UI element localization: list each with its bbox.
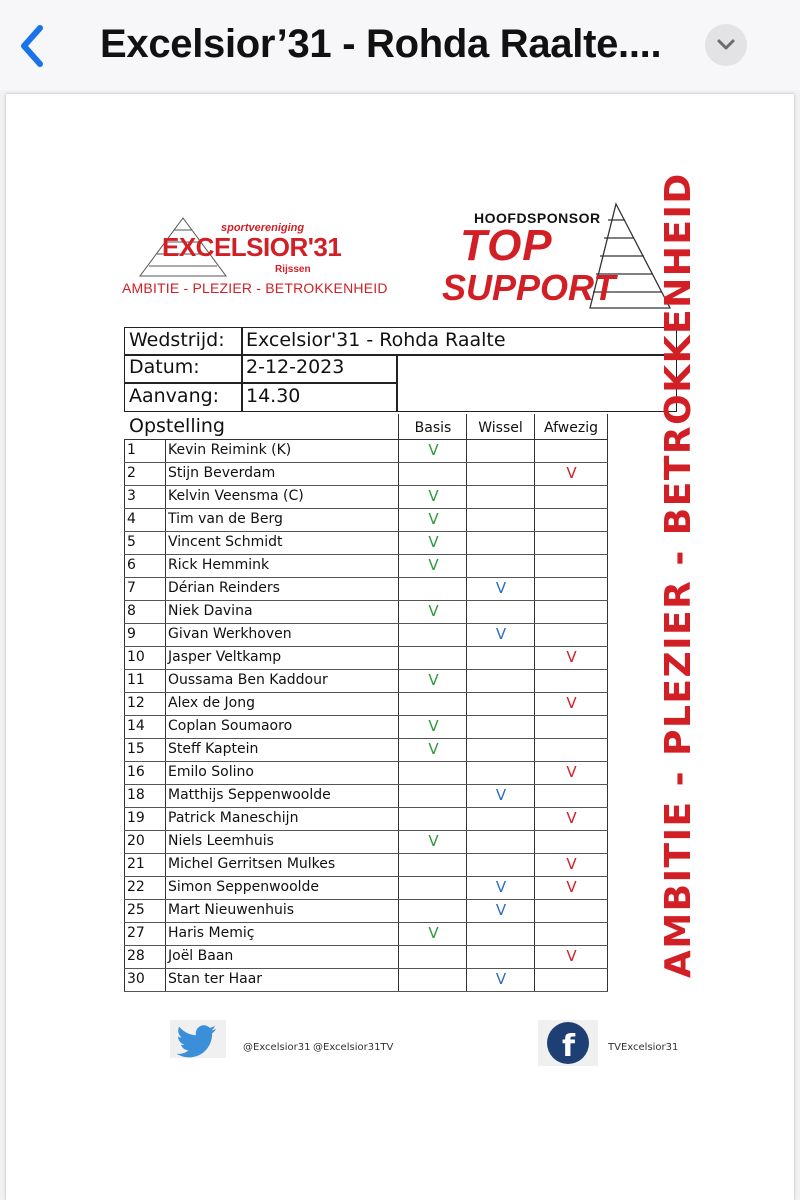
status-mark-basis: V	[428, 556, 439, 574]
status-mark-basis: V	[428, 924, 439, 942]
svg-text:f: f	[562, 1029, 576, 1064]
facebook-handle[interactable]: TVExcelsior31	[608, 1042, 679, 1053]
player-name: Oussama Ben Kaddour	[168, 672, 328, 688]
table-row	[124, 532, 608, 555]
player-number: 8	[127, 603, 136, 619]
status-mark-afwezig: V	[566, 648, 577, 666]
datum-value: 2-12-2023	[241, 354, 398, 383]
table-row	[124, 831, 608, 854]
table-row	[124, 969, 608, 992]
column-header-wissel: Wissel	[478, 420, 523, 436]
status-mark-afwezig: V	[566, 694, 577, 712]
match-info-table	[124, 327, 677, 412]
table-row	[124, 693, 608, 716]
facebook-icon	[538, 1020, 598, 1066]
lineup-title: Opstelling	[129, 415, 225, 437]
table-row	[124, 739, 608, 762]
player-number: 7	[127, 580, 136, 596]
player-number: 2	[127, 465, 136, 481]
player-name: Stijn Beverdam	[168, 465, 276, 481]
player-number: 15	[127, 741, 145, 757]
player-name: Givan Werkhoven	[168, 626, 292, 642]
player-name: Stan ter Haar	[168, 971, 263, 987]
top-navigation-bar	[0, 0, 800, 90]
player-number: 3	[127, 488, 136, 504]
player-number: 12	[127, 695, 145, 711]
table-header-divider	[124, 417, 608, 440]
player-number: 20	[127, 833, 145, 849]
player-name: Alex de Jong	[168, 695, 255, 711]
side-motto: AMBITIE - PLEZIER - BETROKKENHEID	[658, 172, 699, 978]
player-name: Kevin Reimink (K)	[168, 442, 292, 458]
logo-city: Rijssen	[275, 264, 311, 275]
player-number: 16	[127, 764, 145, 780]
sponsor-label: HOOFDSPONSOR	[474, 210, 601, 226]
wedstrijd-value: Excelsior'31 - Rohda Raalte	[241, 327, 677, 356]
status-mark-afwezig: V	[566, 464, 577, 482]
sponsor-word-support: SUPPORT	[442, 267, 616, 308]
sponsor-logo	[440, 200, 676, 312]
chevron-down-icon	[716, 37, 736, 53]
player-name: Niek Davina	[168, 603, 253, 619]
logo-club-name: EXCELSIOR'31	[162, 232, 342, 262]
table-row	[124, 440, 608, 463]
status-mark-afwezig: V	[566, 763, 577, 781]
status-mark-wissel: V	[495, 579, 507, 597]
player-name: Coplan Soumaoro	[168, 718, 293, 734]
player-name: Jasper Veltkamp	[168, 649, 282, 665]
player-number: 18	[127, 787, 145, 803]
status-mark-basis: V	[428, 832, 439, 850]
player-name: Vincent Schmidt	[168, 534, 283, 550]
wedstrijd-label: Wedstrijd:	[124, 327, 243, 356]
table-row	[124, 670, 608, 693]
player-number: 5	[127, 534, 136, 550]
player-number: 1	[127, 442, 136, 458]
table-row	[124, 854, 608, 877]
player-number: 14	[127, 718, 145, 734]
player-number: 28	[127, 948, 145, 964]
player-name: Niels Leemhuis	[168, 833, 274, 849]
player-name: Simon Seppenwoolde	[168, 879, 320, 895]
player-number: 11	[127, 672, 145, 688]
status-mark-basis: V	[428, 510, 439, 528]
player-name: Tim van de Berg	[168, 511, 283, 527]
table-row	[124, 601, 608, 624]
logo-subtitle: sportvereniging	[221, 222, 305, 234]
table-row	[124, 555, 608, 578]
table-row	[124, 509, 608, 532]
aanvang-value: 14.30	[241, 383, 398, 412]
twitter-icon	[170, 1020, 226, 1058]
table-row	[124, 877, 608, 900]
status-mark-basis: V	[428, 441, 439, 459]
table-row	[124, 785, 608, 808]
player-name: Matthijs Seppenwoolde	[168, 787, 331, 803]
column-header-basis: Basis	[414, 420, 452, 436]
player-name: Rick Hemmink	[168, 557, 270, 573]
player-name: Dérian Reinders	[168, 580, 280, 596]
sponsor-word-top: TOP	[460, 221, 553, 270]
status-mark-afwezig: V	[566, 947, 577, 965]
player-name: Kelvin Veensma (C)	[168, 488, 304, 504]
table-row	[124, 624, 608, 647]
player-number: 10	[127, 649, 145, 665]
chevron-left-icon	[14, 22, 50, 70]
player-number: 25	[127, 902, 145, 918]
player-name: Michel Gerritsen Mulkes	[168, 856, 336, 872]
player-number: 6	[127, 557, 136, 573]
twitter-handle-tv[interactable]: @Excelsior31TV	[313, 1042, 394, 1053]
more-options-button[interactable]	[705, 24, 747, 66]
status-mark-basis: V	[428, 740, 439, 758]
table-row	[124, 762, 608, 785]
page-title: Excelsior’31 - Rohda Raalte....	[100, 22, 662, 66]
table-row	[124, 463, 608, 486]
column-header-afwezig: Afwezig	[544, 420, 598, 436]
excelsior-logo	[120, 120, 388, 300]
table-row	[124, 808, 608, 831]
logo-motto: AMBITIE - PLEZIER - BETROKKENHEID	[122, 280, 388, 296]
back-button[interactable]	[14, 22, 54, 70]
status-mark-wissel: V	[495, 878, 507, 896]
status-mark-afwezig: V	[566, 855, 577, 873]
datum-label: Datum:	[124, 354, 243, 383]
status-mark-basis: V	[428, 487, 439, 505]
player-name: Steff Kaptein	[168, 741, 259, 757]
empty-cell	[396, 354, 677, 412]
status-mark-wissel: V	[495, 625, 507, 643]
table-row	[124, 923, 608, 946]
player-number: 30	[127, 971, 145, 987]
player-number: 9	[127, 626, 136, 642]
aanvang-label: Aanvang:	[124, 383, 243, 412]
table-row	[124, 486, 608, 509]
player-name: Patrick Maneschijn	[168, 810, 299, 826]
table-row	[124, 647, 608, 670]
status-mark-afwezig: V	[566, 878, 577, 896]
table-row	[124, 946, 608, 969]
player-name: Emilo Solino	[168, 764, 254, 780]
status-mark-afwezig: V	[566, 809, 577, 827]
status-mark-wissel: V	[495, 970, 507, 988]
table-row	[124, 716, 608, 739]
player-name: Haris Memiç	[168, 925, 255, 941]
status-mark-basis: V	[428, 602, 439, 620]
status-mark-basis: V	[428, 717, 439, 735]
player-number: 21	[127, 856, 145, 872]
twitter-handle[interactable]: @Excelsior31	[243, 1042, 311, 1053]
player-number: 22	[127, 879, 145, 895]
table-row	[124, 900, 608, 923]
player-name: Mart Nieuwenhuis	[168, 902, 295, 918]
player-number: 19	[127, 810, 145, 826]
player-number: 27	[127, 925, 145, 941]
status-mark-wissel: V	[495, 786, 507, 804]
table-row	[124, 578, 608, 601]
player-number: 4	[127, 511, 136, 527]
player-name: Joël Baan	[168, 948, 234, 964]
status-mark-basis: V	[428, 671, 439, 689]
status-mark-wissel: V	[495, 901, 507, 919]
status-mark-basis: V	[428, 533, 439, 551]
